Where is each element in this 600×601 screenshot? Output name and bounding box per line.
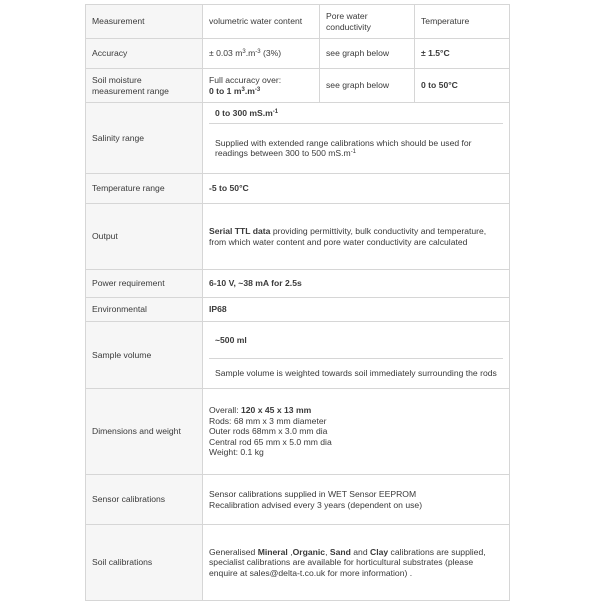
- sensor-calibrations-label: Sensor calibrations: [86, 475, 203, 525]
- header-measurement: Measurement: [86, 5, 203, 39]
- output-value: Serial TTL data providing permittivity, bulk conductivity and temperature, from which water content and pore water conductivity are calculated: [203, 204, 510, 270]
- salinity-cell: [203, 103, 510, 174]
- soil-calibrations-label: Soil calibrations: [86, 525, 203, 601]
- sensor-calibrations-value: Sensor calibrations supplied in WET Sensor EEPROM Recalibration advised every 3 years (dependent on use): [203, 475, 510, 525]
- table-row: [86, 475, 510, 525]
- salinity-note: Supplied with extended range calibrations which should be used for readings between 300 to 500 $mS.m^{-1}$: [209, 123, 503, 173]
- range-temperature: 0 to 50°C: [415, 69, 510, 103]
- range-vwc: Full accuracy over: 0 to 1 $m^3.m^{-3}$: [203, 69, 320, 103]
- table-row: [86, 389, 510, 475]
- output-label: Output: [86, 204, 203, 270]
- table-row: [86, 298, 510, 322]
- table-row: [86, 270, 510, 298]
- table-row: [86, 103, 510, 174]
- power-value: 6-10 V, ~38 mA for 2.5s: [203, 270, 510, 298]
- salinity-value: 0 to 300 $mS.m^{-1}$: [215, 107, 279, 118]
- table-row: [86, 174, 510, 204]
- soil-calibrations-value: Generalised Mineral ,Organic, Sand and Clay calibrations are supplied, specialist calibrations are available for horticultural substrates (please enquire at sales@delta-t.co.uk for more information) .: [203, 525, 510, 601]
- dimensions-label: Dimensions and weight: [86, 389, 203, 475]
- header-temperature: Temperature: [415, 5, 510, 39]
- sample-volume-cell: [203, 322, 510, 389]
- accuracy-label: Accuracy: [86, 39, 203, 69]
- sample-volume-label: Sample volume: [86, 322, 203, 389]
- environmental-value: IP68: [203, 298, 510, 322]
- sample-volume-value: ~500 ml: [215, 334, 247, 345]
- range-label: Soil moisture measurement range: [86, 69, 203, 103]
- table-row: [86, 322, 510, 389]
- power-label: Power requirement: [86, 270, 203, 298]
- accuracy-pwc: see graph below: [320, 39, 415, 69]
- specifications-table: [85, 4, 510, 601]
- range-pwc: see graph below: [320, 69, 415, 103]
- table-row: [86, 204, 510, 270]
- accuracy-vwc: ± 0.03 $m^3.m^{-3}$ (3%): [203, 39, 320, 69]
- temperature-range-value: -5 to 50°C: [203, 174, 510, 204]
- temperature-range-label: Temperature range: [86, 174, 203, 204]
- header-pwc: Pore water conductivity: [320, 5, 415, 39]
- sample-volume-note: Sample volume is weighted towards soil immediately surrounding the rods: [209, 358, 503, 388]
- table-row: [86, 69, 510, 103]
- environmental-label: Environmental: [86, 298, 203, 322]
- accuracy-temperature: ± 1.5°C: [415, 39, 510, 69]
- header-vwc: volumetric water content: [203, 5, 320, 39]
- table-row: [86, 5, 510, 39]
- table-row: [86, 525, 510, 601]
- dimensions-value: Overall: 120 x 45 x 13 mm Rods: 68 mm x 3 mm diameter Outer rods 68mm x 3.0 mm dia Central rod 65 mm x 5.0 mm dia Weight: 0.1 kg: [203, 389, 510, 475]
- table-row: [86, 39, 510, 69]
- salinity-label: Salinity range: [86, 103, 203, 174]
